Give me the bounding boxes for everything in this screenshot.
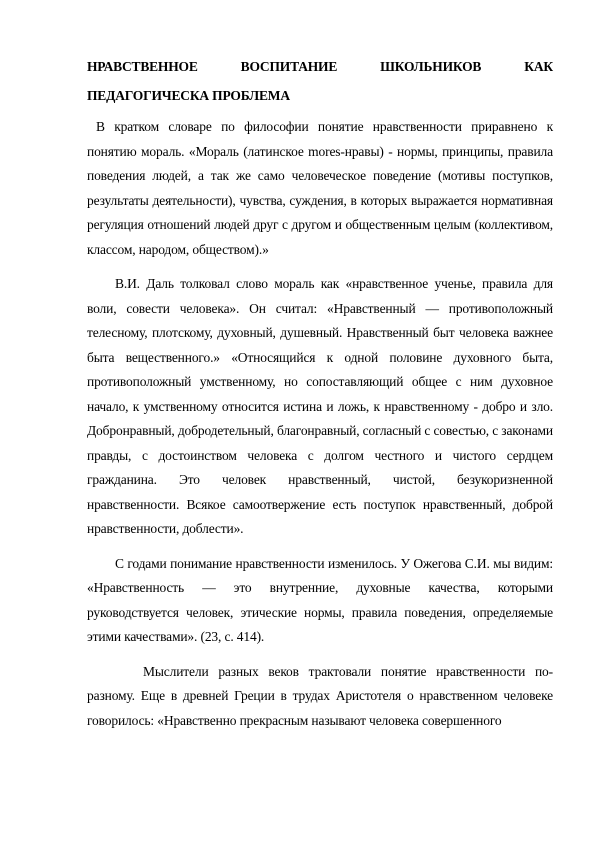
paragraph-1: В кратком словаре по философии понятие нравственности приравнено к понятию мораль. «Мораль (латинское mores-нравы) - нормы, принципы, правила поведения людей, а так же само человеческое поведение (мотивы поступков, результаты деятельности), чувства, суждения, в которых выражается нормативная регуляция отношений людей друг с другом и общественным целым (коллективом, классом, народом, обществом).»	[87, 119, 553, 257]
title-word: НРАВСТВЕННОЕ	[87, 59, 198, 74]
title-word: ВОСПИТАНИЕ	[240, 59, 338, 74]
document-page	[87, 52, 553, 733]
document-title	[87, 52, 553, 110]
title-line-2: ПЕДАГОГИЧЕСКА ПРОБЛЕМА	[87, 88, 290, 103]
paragraph-4: Мыслители разных веков трактовали понятие нравственности по-разному. Еще в древней Греции в трудах Аристотеля о нравственном человеке говорилось: «Нравственно прекрасным называют человека совершенного	[87, 663, 553, 728]
title-word: КАК	[524, 59, 553, 74]
title-line-1	[87, 52, 553, 81]
paragraph-2: В.И. Даль толковал слово мораль как «нравственное ученье, правила для воли, совести человека». Он считал: «Нравственный — противоположный телесному, плотскому, духовный, душевный. Нравственный быт человека важнее быта вещественного.» «Относящийся к одной половине духовного быта, противоположный умственному, но сопоставляющий общее с ним духовное начало, к умственному относится истина и ложь, к нравственному - добро и зло. Добронравный, добродетельный, благонравный, согласный с совестью, с законами правды, с достоинством человека с долгом честного и чистого сердцем гражданина. Это человек нравственный, чистой, безукоризненной нравственности. Всякое самоотвержение есть поступок нравственный, доброй нравственности, доблести».	[87, 276, 553, 536]
title-word: ШКОЛЬНИКОВ	[380, 59, 482, 74]
paragraph-3: С годами понимание нравственности изменилось. У Ожегова С.И. мы видим: «Нравственность — это внутренние, духовные качества, которыми руководствуется человек, этические нормы, правила поведения, определяемые этими качествами». (23, с. 414).	[87, 555, 553, 644]
